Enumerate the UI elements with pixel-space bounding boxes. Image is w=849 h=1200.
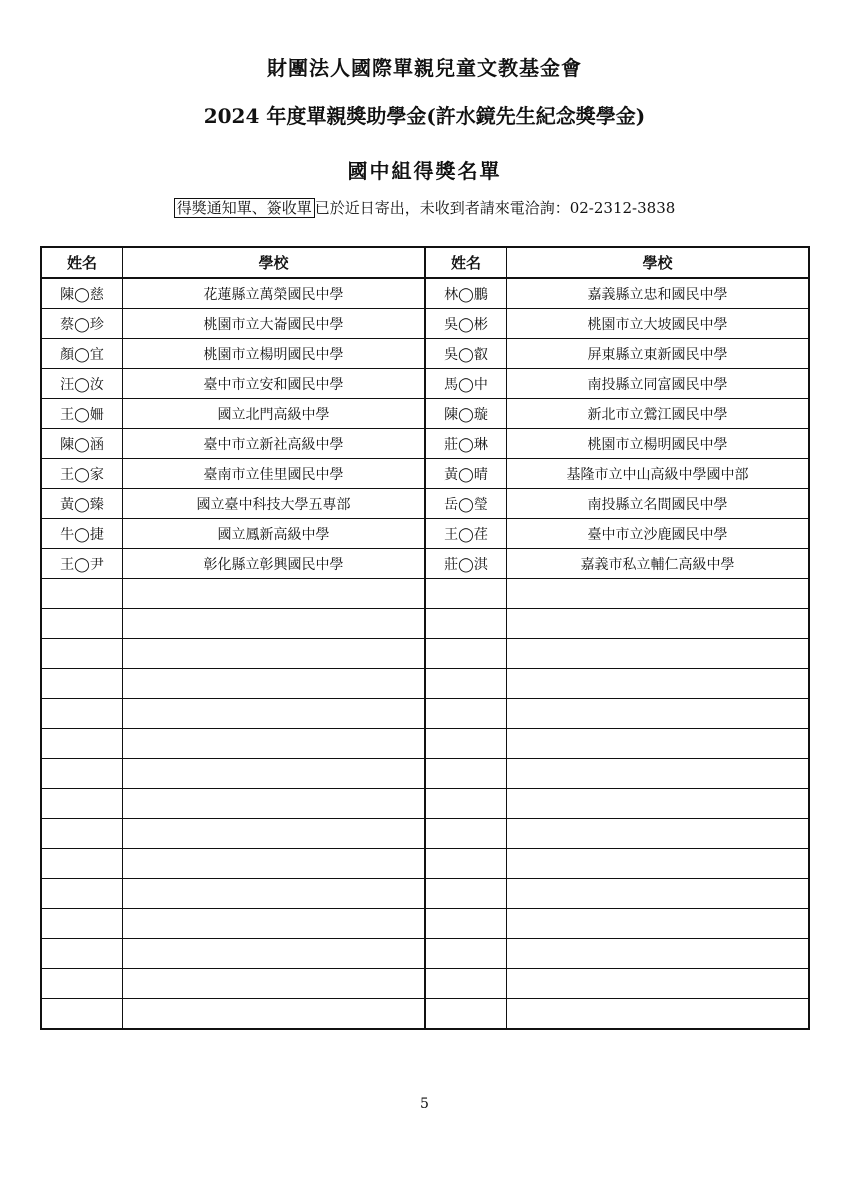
empty-cell — [41, 669, 123, 699]
empty-cell — [425, 879, 507, 909]
empty-row — [41, 639, 809, 669]
empty-cell — [507, 579, 810, 609]
cell-school-right: 南投縣立名間國民中學 — [507, 489, 810, 519]
empty-cell — [41, 639, 123, 669]
cell-school-right: 桃園市立楊明國民中學 — [507, 429, 810, 459]
empty-cell — [507, 909, 810, 939]
cell-school-left: 臺中市立新社高級中學 — [123, 429, 426, 459]
empty-cell — [41, 969, 123, 999]
empty-cell — [425, 729, 507, 759]
cell-name-right: 岳◯瑩 — [425, 489, 507, 519]
empty-cell — [425, 699, 507, 729]
empty-cell — [425, 759, 507, 789]
cell-name-right: 吳◯叡 — [425, 339, 507, 369]
empty-cell — [425, 819, 507, 849]
header-name-right: 姓名 — [425, 247, 507, 278]
empty-cell — [507, 789, 810, 819]
table-row — [41, 489, 809, 519]
empty-cell — [41, 579, 123, 609]
cell-name-right: 陳◯璇 — [425, 399, 507, 429]
empty-cell — [123, 789, 426, 819]
empty-cell — [425, 999, 507, 1030]
empty-cell — [507, 759, 810, 789]
cell-school-left: 桃園市立楊明國民中學 — [123, 339, 426, 369]
empty-cell — [425, 639, 507, 669]
award-table — [40, 246, 810, 1030]
cell-name-left: 王◯家 — [41, 459, 123, 489]
program-title: 2024 年度單親獎助學金(許水鏡先生紀念獎學金) — [203, 104, 646, 128]
cell-name-left: 蔡◯珍 — [41, 309, 123, 339]
cell-name-left: 牛◯捷 — [41, 519, 123, 549]
empty-cell — [123, 909, 426, 939]
empty-cell — [507, 699, 810, 729]
empty-row — [41, 669, 809, 699]
empty-cell — [425, 849, 507, 879]
cell-name-right: 莊◯淇 — [425, 549, 507, 579]
table-row — [41, 429, 809, 459]
cell-school-left: 臺中市立安和國民中學 — [123, 369, 426, 399]
empty-cell — [425, 579, 507, 609]
notice-text: 已於近日寄出，未收到者請來電洽詢：02-2312-3838 — [314, 199, 676, 217]
empty-cell — [425, 669, 507, 699]
empty-cell — [123, 879, 426, 909]
empty-cell — [123, 579, 426, 609]
empty-cell — [507, 999, 810, 1030]
table-row — [41, 459, 809, 489]
cell-name-right: 黃◯晴 — [425, 459, 507, 489]
header-school-right: 學校 — [507, 247, 810, 278]
empty-cell — [123, 849, 426, 879]
empty-cell — [123, 729, 426, 759]
empty-cell — [425, 609, 507, 639]
empty-cell — [507, 879, 810, 909]
table-row — [41, 399, 809, 429]
cell-name-right: 馬◯中 — [425, 369, 507, 399]
empty-row — [41, 999, 809, 1030]
table-row — [41, 339, 809, 369]
table-row — [41, 309, 809, 339]
empty-cell — [41, 909, 123, 939]
empty-cell — [507, 969, 810, 999]
empty-row — [41, 909, 809, 939]
cell-school-left: 國立北門高級中學 — [123, 399, 426, 429]
table-row — [41, 278, 809, 309]
list-title: 國中組得獎名單 — [347, 159, 502, 183]
empty-cell — [425, 909, 507, 939]
cell-name-right: 吳◯彬 — [425, 309, 507, 339]
empty-cell — [41, 699, 123, 729]
cell-school-right: 桃園市立大坡國民中學 — [507, 309, 810, 339]
page-number: 5 — [420, 1096, 429, 1112]
empty-cell — [507, 639, 810, 669]
empty-cell — [123, 699, 426, 729]
empty-cell — [425, 789, 507, 819]
empty-row — [41, 819, 809, 849]
empty-cell — [123, 759, 426, 789]
empty-cell — [123, 939, 426, 969]
cell-name-right: 莊◯琳 — [425, 429, 507, 459]
empty-cell — [41, 759, 123, 789]
cell-school-right: 臺中市立沙鹿國民中學 — [507, 519, 810, 549]
empty-row — [41, 939, 809, 969]
empty-cell — [123, 669, 426, 699]
empty-cell — [123, 609, 426, 639]
cell-school-left: 國立鳳新高級中學 — [123, 519, 426, 549]
empty-cell — [507, 819, 810, 849]
notice-boxed-text: 得獎通知單、簽收單 — [174, 198, 315, 218]
empty-cell — [507, 669, 810, 699]
cell-school-left: 桃園市立大崙國民中學 — [123, 309, 426, 339]
header-school-left: 學校 — [123, 247, 426, 278]
cell-school-left: 彰化縣立彰興國民中學 — [123, 549, 426, 579]
empty-row — [41, 789, 809, 819]
empty-cell — [425, 939, 507, 969]
cell-name-left: 陳◯涵 — [41, 429, 123, 459]
empty-row — [41, 759, 809, 789]
header-name-left: 姓名 — [41, 247, 123, 278]
cell-name-left: 黃◯臻 — [41, 489, 123, 519]
empty-cell — [123, 639, 426, 669]
empty-row — [41, 729, 809, 759]
cell-school-left: 臺南市立佳里國民中學 — [123, 459, 426, 489]
empty-row — [41, 969, 809, 999]
cell-name-right: 林◯鵬 — [425, 278, 507, 309]
cell-school-left: 國立臺中科技大學五專部 — [123, 489, 426, 519]
empty-row — [41, 579, 809, 609]
empty-cell — [425, 969, 507, 999]
cell-name-left: 王◯尹 — [41, 549, 123, 579]
table-row — [41, 369, 809, 399]
table-header-row — [41, 247, 809, 278]
cell-school-left: 花蓮縣立萬榮國民中學 — [123, 278, 426, 309]
empty-row — [41, 609, 809, 639]
table-body — [41, 278, 809, 1029]
notice-line — [0, 197, 849, 218]
empty-row — [41, 699, 809, 729]
empty-cell — [507, 729, 810, 759]
empty-cell — [41, 939, 123, 969]
empty-cell — [123, 969, 426, 999]
empty-row — [41, 849, 809, 879]
empty-row — [41, 879, 809, 909]
table-row — [41, 519, 809, 549]
cell-school-right: 南投縣立同富國民中學 — [507, 369, 810, 399]
cell-school-right: 基隆市立中山高級中學國中部 — [507, 459, 810, 489]
empty-cell — [41, 849, 123, 879]
cell-name-left: 顏◯宜 — [41, 339, 123, 369]
cell-school-right: 嘉義市私立輔仁高級中學 — [507, 549, 810, 579]
cell-school-right: 屏東縣立東新國民中學 — [507, 339, 810, 369]
cell-school-right: 新北市立鶯江國民中學 — [507, 399, 810, 429]
org-title: 財團法人國際單親兒童文教基金會 — [267, 56, 582, 80]
empty-cell — [507, 609, 810, 639]
cell-name-left: 王◯姍 — [41, 399, 123, 429]
empty-cell — [123, 999, 426, 1030]
empty-cell — [41, 999, 123, 1030]
empty-cell — [41, 729, 123, 759]
empty-cell — [123, 819, 426, 849]
empty-cell — [507, 939, 810, 969]
cell-name-right: 王◯荏 — [425, 519, 507, 549]
empty-cell — [41, 879, 123, 909]
cell-school-right: 嘉義縣立忠和國民中學 — [507, 278, 810, 309]
empty-cell — [41, 609, 123, 639]
cell-name-left: 汪◯汝 — [41, 369, 123, 399]
cell-name-left: 陳◯慈 — [41, 278, 123, 309]
table-row — [41, 549, 809, 579]
empty-cell — [41, 819, 123, 849]
empty-cell — [507, 849, 810, 879]
empty-cell — [41, 789, 123, 819]
